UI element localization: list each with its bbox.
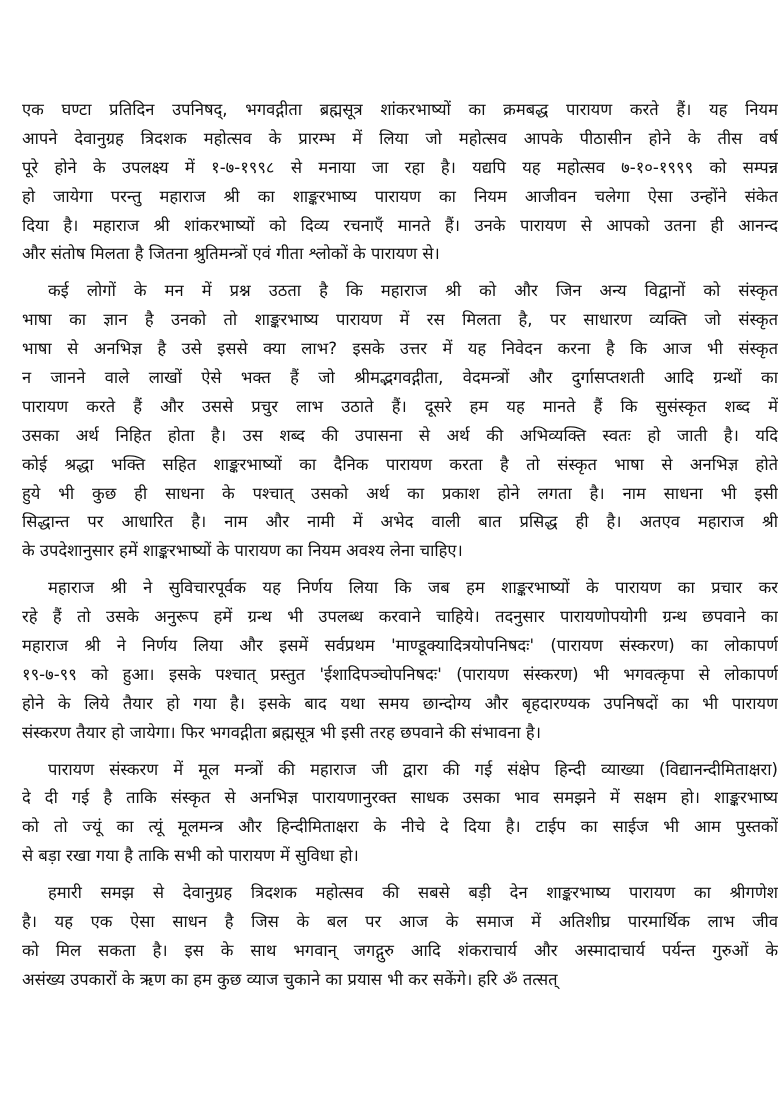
text-line: से बड़ा रखा गया है ताकि सभी को पारायण में सुविधा हो। [22, 846, 359, 866]
text-line: १९-७-९९ को हुआ। इसके पश्चात् प्रस्तुत 'ईशादिपञ्चोपनिषदः' (पारायण संस्करण) भी भगवत्कृपा से लोकापर्ण [22, 664, 778, 684]
text-line: महाराज श्री ने निर्णय लिया और इसमें सर्वप्रथम 'माण्डूक्यादित्रयोपनिषदः' (पारायण संस्करण) का लोकापर्ण [22, 636, 778, 656]
text-line: सिद्धान्त पर आधारित है। नाम और नामी में अभेद वाली बात प्रसिद्ध ही है। अतएव महाराज श्री [22, 512, 778, 532]
paragraph [22, 879, 778, 995]
text-line: रहे हैं तो उसके अनुरूप हमें ग्रन्थ भी उपलब्ध करवाने चाहिये। तदनुसार पारायणोपयोगी ग्रन्थ छपवाने का [22, 607, 778, 627]
text-line: उसका अर्थ निहित होता है। उस शब्द की उपासना से अर्थ की अभिव्यक्ति स्वतः हो जाती है। यदि [22, 425, 778, 445]
text-line: को मिल सकता है। इस के साथ भगवान् जगद्गुरु आदि शंकराचार्य और अस्मादाचार्य पर्यन्त गुरुओं के [22, 940, 778, 960]
text-line: दिया है। महाराज श्री शांकरभाष्यों को दिव्य रचनाएँ मानते हैं। उनके पारायण से आपको उतना ही आनन्द [22, 215, 778, 235]
text-line: को तो ज्यूं का त्यूं मूलमन्त्र और हिन्दीमिताक्षरा के नीचे दे दिया है। टाईप का साईज भी आम पुस्तकों [22, 817, 778, 837]
text-line: न जानने वाले लाखों ऐसे भक्त हैं जो श्रीमद्भगवद्गीता, वेदमन्त्रों और दुर्गासप्तशती आदि ग्रन्थों का [22, 368, 778, 388]
text-line: महाराज श्री ने सुविचारपूर्वक यह निर्णय लिया कि जब हम शाङ्करभाष्यों के पारायण का प्रचार कर [48, 578, 778, 598]
text-line: भाषा से अनभिज्ञ है उसे इससे क्या लाभ? इसके उत्तर में यह निवेदन करना है कि आज भी संस्कृत [22, 339, 778, 359]
paragraph [22, 574, 778, 747]
text-line: पारायण संस्करण में मूल मन्त्रों की महाराज जी द्वारा की गई संक्षेप हिन्दी व्याख्या (विद्यानन्दीमिताक्षरा) [48, 759, 778, 779]
text-line: कोई श्रद्धा भक्ति सहित शाङ्करभाष्यों का दैनिक पारायण करता है तो संस्कृत भाषा से अनभिज्ञ होते [22, 454, 778, 474]
text-line: भाषा का ज्ञान है उनको तो शाङ्करभाष्य पारायण में रस मिलता है, पर साधारण व्यक्ति जो संस्कृत [22, 310, 778, 330]
text-line: आपने देवानुग्रह त्रिदशक महोत्सव के प्रारम्भ में लिया जो महोत्सव आपके पीठासीन होने के तीस वर्ष [22, 128, 778, 148]
text-line: हुये भी कुछ ही साधना के पश्चात् उसको अर्थ का प्रकाश होने लगता है। नाम साधना भी इसी [22, 483, 778, 503]
text-line: संस्करण तैयार हो जायेगा। फिर भगवद्गीता ब्रह्मसूत्र भी इसी तरह छपवाने की संभावना है। [22, 722, 541, 742]
paragraph [22, 96, 778, 269]
text-line: होने के लिये तैयार हो गया है। इसके बाद यथा समय छान्दोग्य और बृहदारण्यक उपनिषदों का भी पारायण [22, 693, 778, 713]
text-line: एक घण्टा प्रतिदिन उपनिषद्, भगवद्गीता ब्रह्मसूत्र शांकरभाष्यों का क्रमबद्ध पारायण करते हैं। यह नियम [22, 100, 778, 119]
text-line: है। यह एक ऐसा साधन है जिस के बल पर आज के समाज में अतिशीघ्र पारमार्थिक लाभ जीव [22, 912, 778, 932]
document-page [22, 96, 778, 1003]
text-line: असंख्य उपकारों के ऋण का हम कुछ व्याज चुकाने का प्रयास भी कर सकेंगे। हरि ॐ तत्सत् [22, 969, 558, 989]
text-line: पारायण करते हैं और उससे प्रचुर लाभ उठाते हैं। दूसरे हम यह मानते हैं कि सुसंस्कृत शब्द में [22, 396, 778, 416]
text-line: और संतोष मिलता है जितना श्रुतिमन्त्रों एवं गीता श्लोकों के पारायण से। [22, 244, 440, 264]
text-line: पूरे होने के उपलक्ष्य में १-७-१९९८ से मनाया जा रहा है। यद्यपि यह महोत्सव ७-१०-१९९९ को सम्पन्न [22, 157, 778, 177]
paragraph [22, 756, 778, 872]
text-line: कई लोगों के मन में प्रश्न उठता है कि महाराज श्री को और जिन अन्य विद्वानों को संस्कृत [48, 281, 778, 301]
paragraph [22, 277, 778, 566]
text-line: हो जायेगा परन्तु महाराज श्री का शाङ्करभाष्य पारायण का नियम आजीवन चलेगा ऐसा उन्होंने संकेत [22, 186, 778, 206]
text-line: हमारी समझ से देवानुग्रह त्रिदशक महोत्सव की सबसे बड़ी देन शाङ्करभाष्य पारायण का श्रीगणेश [48, 883, 778, 903]
text-line: के उपदेशानुसार हमें शाङ्करभाष्यों के पारायण का नियम अवश्य लेना चाहिए। [22, 541, 463, 561]
text-line: दे दी गई है ताकि संस्कृत से अनभिज्ञ पारायणानुरक्त साधक उसका भाव समझने में सक्षम हो। शाङ्करभाष्य [22, 788, 778, 808]
